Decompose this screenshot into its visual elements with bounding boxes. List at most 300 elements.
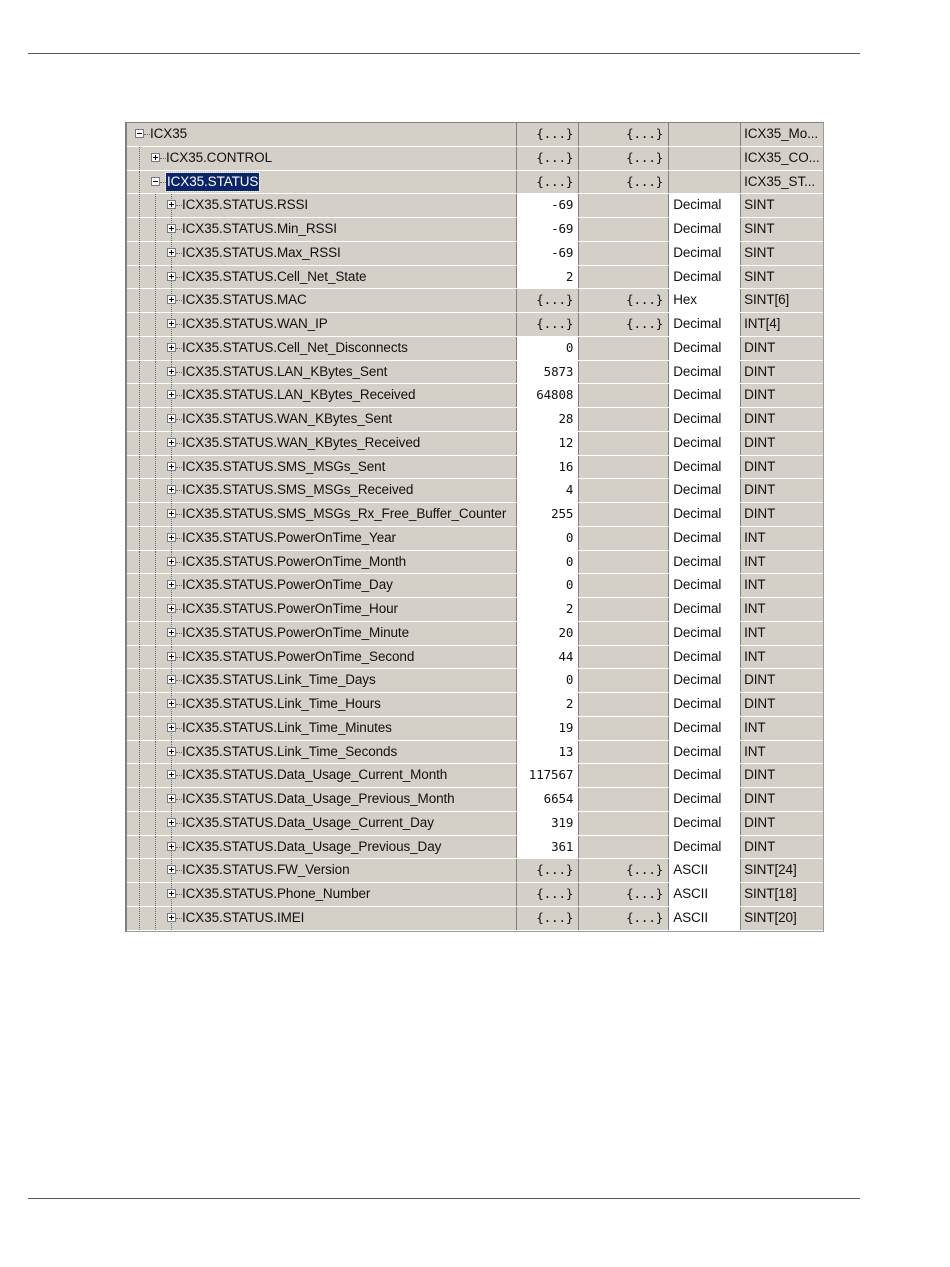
tree-guide-line <box>139 456 140 479</box>
tag-value-cell[interactable]: 64808 <box>517 384 579 407</box>
tag-data-type-cell: DINT <box>741 384 823 407</box>
expand-icon[interactable] <box>167 865 176 874</box>
tag-row[interactable] <box>127 503 823 527</box>
tag-style-cell[interactable]: Hex <box>669 289 741 312</box>
tag-style-cell[interactable]: Decimal <box>669 717 741 740</box>
tag-data-type-cell: INT <box>741 551 823 574</box>
tag-force-mask-cell[interactable] <box>579 717 669 740</box>
tree-guide-line <box>155 836 156 859</box>
tag-name-cell[interactable] <box>127 527 517 550</box>
tag-value-cell[interactable]: 2 <box>517 693 579 716</box>
tag-row[interactable] <box>127 432 823 456</box>
tag-row[interactable] <box>127 361 823 385</box>
tag-name-cell[interactable] <box>127 147 517 170</box>
tag-value-cell[interactable]: {...} <box>517 883 579 906</box>
tag-name-cell[interactable] <box>127 836 517 859</box>
tag-row[interactable] <box>127 408 823 432</box>
tree-guide-line <box>155 741 156 764</box>
tree-guide-line <box>155 337 156 360</box>
tag-name-cell[interactable] <box>127 551 517 574</box>
expand-icon[interactable] <box>167 818 176 827</box>
tag-data-type-cell: DINT <box>741 812 823 835</box>
tag-row[interactable] <box>127 289 823 313</box>
tree-guide-line <box>155 622 156 645</box>
tree-guide-line <box>155 242 156 265</box>
expand-icon[interactable] <box>167 509 176 518</box>
tag-value-cell[interactable]: {...} <box>517 123 579 146</box>
tag-name-cell[interactable] <box>127 242 517 265</box>
tag-name-label: ICX35.STATUS.LAN_KBytes_Sent <box>182 363 388 379</box>
tree-guide-line <box>139 313 140 336</box>
tag-row[interactable] <box>127 456 823 480</box>
tag-name-label: ICX35.STATUS.Cell_Net_Disconnects <box>182 339 408 355</box>
tag-name-cell[interactable] <box>127 289 517 312</box>
tree-guide-line <box>139 551 140 574</box>
tag-style-cell[interactable]: Decimal <box>669 313 741 336</box>
expand-icon[interactable] <box>167 580 176 589</box>
tag-data-type-cell: DINT <box>741 669 823 692</box>
tag-force-mask-cell[interactable] <box>579 456 669 479</box>
tree-guide-line <box>139 693 140 716</box>
tree-guide-line <box>139 337 140 360</box>
tag-style-cell[interactable]: Decimal <box>669 527 741 550</box>
tag-name-cell[interactable] <box>127 622 517 645</box>
tag-row[interactable] <box>127 384 823 408</box>
tag-force-mask-cell[interactable] <box>579 242 669 265</box>
expand-icon[interactable] <box>151 153 160 162</box>
tag-row[interactable] <box>127 147 823 171</box>
tag-value-cell[interactable]: {...} <box>517 907 579 930</box>
tree-guide-line <box>139 527 140 550</box>
tag-data-type-cell: SINT <box>741 218 823 241</box>
tag-force-mask-cell[interactable] <box>579 432 669 455</box>
tag-value-cell[interactable]: 319 <box>517 812 579 835</box>
tag-row[interactable] <box>127 171 823 195</box>
tag-data-type-cell: SINT[20] <box>741 907 823 930</box>
tag-value-cell[interactable]: {...} <box>517 147 579 170</box>
tag-name-label: ICX35.STATUS.LAN_KBytes_Received <box>182 387 416 403</box>
tree-guide-line <box>139 717 140 740</box>
tag-row[interactable] <box>127 907 823 931</box>
tag-value-cell[interactable]: 0 <box>517 669 579 692</box>
tag-name-label: ICX35.STATUS.PowerOnTime_Hour <box>182 601 398 616</box>
tag-row[interactable] <box>127 574 823 598</box>
tree-guide-line <box>155 313 156 336</box>
tag-row[interactable] <box>127 194 823 218</box>
tag-style-cell[interactable]: Decimal <box>669 456 741 479</box>
tree-guide-line <box>155 574 156 597</box>
tag-name-cell[interactable] <box>127 788 517 811</box>
tag-force-mask-cell[interactable] <box>579 788 669 811</box>
tag-name-cell[interactable] <box>127 812 517 835</box>
tag-value-cell[interactable]: 0 <box>517 551 579 574</box>
tag-data-type-cell: ICX35_Mo... <box>741 123 823 146</box>
tree-guide-line <box>139 646 140 669</box>
tree-guide-line <box>139 266 140 289</box>
tag-value-cell[interactable]: 28 <box>517 408 579 431</box>
tag-style-cell[interactable]: ASCII <box>669 883 741 906</box>
tree-guide-line <box>139 859 140 882</box>
tag-data-type-cell: DINT <box>741 479 823 502</box>
tag-style-cell[interactable]: Decimal <box>669 764 741 787</box>
tag-style-cell[interactable]: Decimal <box>669 408 741 431</box>
tag-name-label: ICX35.STATUS.Max_RSSI <box>182 244 341 260</box>
tree-guide-line <box>139 741 140 764</box>
tag-row[interactable] <box>127 741 823 765</box>
tag-value-cell[interactable]: 0 <box>517 574 579 597</box>
tag-name-cell[interactable] <box>127 574 517 597</box>
tag-row[interactable] <box>127 123 823 147</box>
tag-value-cell[interactable]: 5873 <box>517 361 579 384</box>
tag-data-type-cell: INT <box>741 574 823 597</box>
expand-icon[interactable] <box>167 557 176 566</box>
tag-name-label: ICX35.STATUS.SMS_MSGs_Rx_Free_Buffer_Counter <box>182 506 507 521</box>
tag-name-cell[interactable] <box>127 337 517 360</box>
tree-guide-line <box>139 812 140 835</box>
tag-force-mask-cell[interactable] <box>579 551 669 574</box>
tag-row[interactable] <box>127 551 823 575</box>
tag-name-cell[interactable] <box>127 764 517 787</box>
tree-guide-line <box>155 266 156 289</box>
tag-row[interactable] <box>127 337 823 361</box>
tag-force-mask-cell[interactable] <box>579 598 669 621</box>
tag-row[interactable] <box>127 266 823 290</box>
tag-style-cell[interactable]: Decimal <box>669 242 741 265</box>
tag-name-cell[interactable] <box>127 693 517 716</box>
expand-icon[interactable] <box>167 224 176 233</box>
tree-guide-line <box>155 527 156 550</box>
tree-guide-line <box>155 717 156 740</box>
tag-name-cell[interactable] <box>127 194 517 217</box>
expand-icon[interactable] <box>167 747 176 756</box>
tree-guide-line <box>155 384 156 407</box>
tag-value-cell[interactable]: 255 <box>517 503 579 526</box>
tag-name-cell[interactable] <box>127 479 517 502</box>
tag-name-cell[interactable] <box>127 384 517 407</box>
tag-data-type-cell: SINT[6] <box>741 289 823 312</box>
tag-force-mask-cell[interactable]: {...} <box>579 123 669 146</box>
tag-style-cell[interactable]: Decimal <box>669 598 741 621</box>
tag-force-mask-cell[interactable] <box>579 836 669 859</box>
tag-force-mask-cell[interactable]: {...} <box>579 883 669 906</box>
tree-guide-line <box>139 147 140 170</box>
tag-force-mask-cell[interactable] <box>579 194 669 217</box>
tag-name-cell[interactable] <box>127 123 517 146</box>
tag-name-label: ICX35.STATUS.Cell_Net_State <box>182 268 367 284</box>
tag-force-mask-cell[interactable] <box>579 646 669 669</box>
tag-force-mask-cell[interactable] <box>579 218 669 241</box>
tag-name-cell[interactable] <box>127 717 517 740</box>
tag-row[interactable] <box>127 859 823 883</box>
tag-force-mask-cell[interactable] <box>579 266 669 289</box>
tag-value-cell[interactable]: -69 <box>517 242 579 265</box>
tree-guide-line <box>155 598 156 621</box>
tree-guide-line <box>139 669 140 692</box>
tag-force-mask-cell[interactable] <box>579 479 669 502</box>
tag-style-cell[interactable]: Decimal <box>669 646 741 669</box>
expand-icon[interactable] <box>167 533 176 542</box>
tag-value-cell[interactable]: 6654 <box>517 788 579 811</box>
tree-guide-line <box>139 361 140 384</box>
tag-value-cell[interactable]: 12 <box>517 432 579 455</box>
expand-icon[interactable] <box>167 913 176 922</box>
tag-force-mask-cell[interactable] <box>579 741 669 764</box>
tree-guide-line <box>139 574 140 597</box>
tree-guide-line <box>155 289 156 312</box>
tag-data-type-cell: SINT <box>741 266 823 289</box>
tag-name-cell[interactable] <box>127 456 517 479</box>
tree-guide-line <box>155 408 156 431</box>
tag-style-cell[interactable]: Decimal <box>669 194 741 217</box>
tag-style-cell[interactable]: ASCII <box>669 859 741 882</box>
expand-icon[interactable] <box>167 604 176 613</box>
collapse-icon[interactable] <box>151 177 160 186</box>
tag-name-cell[interactable] <box>127 859 517 882</box>
tag-name-label: ICX35.STATUS <box>167 173 259 189</box>
tag-force-mask-cell[interactable] <box>579 812 669 835</box>
tag-force-mask-cell[interactable] <box>579 527 669 550</box>
tree-guide-line <box>139 242 140 265</box>
expand-icon[interactable] <box>167 485 176 494</box>
expand-icon[interactable] <box>167 438 176 447</box>
tree-guide-line <box>155 194 156 217</box>
expand-icon[interactable] <box>167 200 176 209</box>
tag-force-mask-cell[interactable] <box>579 337 669 360</box>
tag-force-mask-cell[interactable] <box>579 361 669 384</box>
tag-style-cell[interactable]: Decimal <box>669 836 741 859</box>
tag-force-mask-cell[interactable] <box>579 574 669 597</box>
tag-style-cell[interactable]: Decimal <box>669 788 741 811</box>
tag-name-label: ICX35.STATUS.FW_Version <box>182 862 350 878</box>
expand-icon[interactable] <box>167 414 176 423</box>
tree-guide-line <box>139 408 140 431</box>
tree-guide-line <box>155 859 156 882</box>
expand-icon[interactable] <box>167 343 176 352</box>
tag-force-mask-cell[interactable]: {...} <box>579 171 669 194</box>
tree-guide-line <box>139 883 140 906</box>
collapse-icon[interactable] <box>135 129 144 138</box>
tag-name-label: ICX35.STATUS.WAN_KBytes_Sent <box>182 411 393 426</box>
expand-icon[interactable] <box>167 295 176 304</box>
tag-value-cell[interactable]: 361 <box>517 836 579 859</box>
tag-row[interactable] <box>127 693 823 717</box>
tag-name-label: ICX35.STATUS.Phone_Number <box>182 886 371 901</box>
tag-data-type-cell: SINT <box>741 242 823 265</box>
tag-name-label: ICX35.STATUS.MAC <box>182 292 307 308</box>
tag-value-cell[interactable]: 13 <box>517 741 579 764</box>
tag-name-cell[interactable] <box>127 598 517 621</box>
tag-value-cell[interactable]: 19 <box>517 717 579 740</box>
tag-value-cell[interactable]: -69 <box>517 194 579 217</box>
tag-value-cell[interactable]: 0 <box>517 527 579 550</box>
expand-icon[interactable] <box>167 842 176 851</box>
tag-value-cell[interactable]: 2 <box>517 598 579 621</box>
tag-name-label: ICX35.STATUS.Min_RSSI <box>182 221 337 236</box>
expand-icon[interactable] <box>167 390 176 399</box>
tag-data-type-cell: ICX35_ST... <box>741 171 823 194</box>
tag-row[interactable] <box>127 622 823 646</box>
tag-style-cell[interactable]: Decimal <box>669 693 741 716</box>
tag-row[interactable] <box>127 646 823 670</box>
tag-value-cell[interactable]: 20 <box>517 622 579 645</box>
tag-data-type-cell: DINT <box>741 836 823 859</box>
tag-value-cell[interactable]: 0 <box>517 337 579 360</box>
tag-force-mask-cell[interactable] <box>579 693 669 716</box>
expand-icon[interactable] <box>167 319 176 328</box>
tag-name-cell[interactable] <box>127 313 517 336</box>
tag-style-cell[interactable]: Decimal <box>669 503 741 526</box>
tag-style-cell[interactable]: Decimal <box>669 361 741 384</box>
tag-style-cell[interactable]: Decimal <box>669 669 741 692</box>
tag-name-cell[interactable] <box>127 361 517 384</box>
tag-force-mask-cell[interactable]: {...} <box>579 907 669 930</box>
tag-row[interactable] <box>127 598 823 622</box>
tag-row[interactable] <box>127 717 823 741</box>
expand-icon[interactable] <box>167 462 176 471</box>
expand-icon[interactable] <box>167 794 176 803</box>
header-rule <box>28 53 860 54</box>
expand-icon[interactable] <box>167 628 176 637</box>
tag-value-cell[interactable]: {...} <box>517 859 579 882</box>
expand-icon[interactable] <box>167 272 176 281</box>
tag-value-cell[interactable]: 2 <box>517 266 579 289</box>
tree-guide-line <box>155 361 156 384</box>
tag-style-cell[interactable]: Decimal <box>669 479 741 502</box>
tag-force-mask-cell[interactable] <box>579 622 669 645</box>
tree-guide-line <box>139 503 140 526</box>
tag-force-mask-cell[interactable]: {...} <box>579 859 669 882</box>
tag-name-label: ICX35.STATUS.WAN_KBytes_Received <box>182 434 421 450</box>
tag-style-cell[interactable]: Decimal <box>669 432 741 455</box>
tag-data-type-cell: INT <box>741 741 823 764</box>
tree-guide-line <box>139 479 140 502</box>
tag-style-cell[interactable]: Decimal <box>669 384 741 407</box>
tree-guide-line <box>139 384 140 407</box>
tag-name-label: ICX35.STATUS.SMS_MSGs_Sent <box>182 458 386 474</box>
tag-value-cell[interactable]: {...} <box>517 289 579 312</box>
tag-style-cell[interactable]: Decimal <box>669 337 741 360</box>
tag-force-mask-cell[interactable]: {...} <box>579 313 669 336</box>
tree-guide-line <box>139 194 140 217</box>
tree-guide-line <box>155 669 156 692</box>
tag-style-cell[interactable]: Decimal <box>669 622 741 645</box>
tag-force-mask-cell[interactable]: {...} <box>579 147 669 170</box>
tag-data-type-cell: INT <box>741 646 823 669</box>
tag-style-cell[interactable]: Decimal <box>669 741 741 764</box>
expand-icon[interactable] <box>167 248 176 257</box>
tag-row[interactable] <box>127 218 823 242</box>
tag-name-cell[interactable] <box>127 907 517 930</box>
tag-name-label: ICX35.STATUS.Data_Usage_Previous_Month <box>182 791 455 806</box>
tag-name-cell[interactable] <box>127 646 517 669</box>
tag-row[interactable] <box>127 883 823 907</box>
tag-force-mask-cell[interactable] <box>579 669 669 692</box>
tree-guide-line <box>155 551 156 574</box>
tag-row[interactable] <box>127 836 823 860</box>
expand-icon[interactable] <box>167 675 176 684</box>
tag-data-type-cell: INT <box>741 598 823 621</box>
tree-guide-line <box>139 432 140 455</box>
tag-force-mask-cell[interactable] <box>579 764 669 787</box>
tag-force-mask-cell[interactable]: {...} <box>579 289 669 312</box>
expand-icon[interactable] <box>167 723 176 732</box>
tag-name-label: ICX35.CONTROL <box>166 149 272 165</box>
tag-style-cell[interactable]: Decimal <box>669 812 741 835</box>
tag-style-cell[interactable] <box>669 123 741 146</box>
tag-row[interactable] <box>127 669 823 693</box>
expand-icon[interactable] <box>167 770 176 779</box>
tag-name-label: ICX35.STATUS.Data_Usage_Previous_Day <box>182 838 442 854</box>
tag-value-cell[interactable]: {...} <box>517 171 579 194</box>
tag-name-cell[interactable] <box>127 883 517 906</box>
tag-data-type-cell: SINT[18] <box>741 883 823 906</box>
footer-rule <box>28 1198 860 1199</box>
tree-guide-line <box>155 503 156 526</box>
tag-name-cell[interactable] <box>127 218 517 241</box>
tag-row[interactable] <box>127 313 823 337</box>
tag-value-cell[interactable]: 4 <box>517 479 579 502</box>
tag-row[interactable] <box>127 764 823 788</box>
tree-guide-line <box>139 788 140 811</box>
tag-style-cell[interactable]: Decimal <box>669 218 741 241</box>
tag-name-label: ICX35.STATUS.PowerOnTime_Month <box>182 553 407 569</box>
expand-icon[interactable] <box>167 699 176 708</box>
tree-guide-line <box>139 598 140 621</box>
tag-row[interactable] <box>127 812 823 836</box>
tag-data-type-cell: SINT[24] <box>741 859 823 882</box>
tag-name-cell[interactable] <box>127 171 517 194</box>
tag-name-cell[interactable] <box>127 741 517 764</box>
tag-name-cell[interactable] <box>127 669 517 692</box>
tag-value-cell[interactable]: 44 <box>517 646 579 669</box>
tag-force-mask-cell[interactable] <box>579 408 669 431</box>
tag-data-type-cell: DINT <box>741 408 823 431</box>
tag-row[interactable] <box>127 479 823 503</box>
tree-guide-line <box>139 171 140 194</box>
tag-force-mask-cell[interactable] <box>579 503 669 526</box>
tag-data-type-cell: ICX35_CO... <box>741 147 823 170</box>
tag-value-cell[interactable]: 117567 <box>517 764 579 787</box>
tag-style-cell[interactable] <box>669 147 741 170</box>
tag-data-type-cell: DINT <box>741 337 823 360</box>
tree-guide-line <box>155 432 156 455</box>
tag-force-mask-cell[interactable] <box>579 384 669 407</box>
expand-icon[interactable] <box>167 652 176 661</box>
tag-name-cell[interactable] <box>127 432 517 455</box>
tag-data-type-cell: INT <box>741 717 823 740</box>
tag-value-cell[interactable]: 16 <box>517 456 579 479</box>
tag-row[interactable] <box>127 527 823 551</box>
tag-row[interactable] <box>127 242 823 266</box>
tag-style-cell[interactable]: Decimal <box>669 574 741 597</box>
expand-icon[interactable] <box>167 367 176 376</box>
tag-name-label: ICX35.STATUS.PowerOnTime_Second <box>182 648 415 664</box>
tag-name-cell[interactable] <box>127 408 517 431</box>
tag-value-cell[interactable]: {...} <box>517 313 579 336</box>
tag-row[interactable] <box>127 788 823 812</box>
tree-guide-line <box>155 907 156 930</box>
tag-style-cell[interactable]: Decimal <box>669 266 741 289</box>
tag-style-cell[interactable] <box>669 171 741 194</box>
tag-name-cell[interactable] <box>127 503 517 526</box>
tree-guide-line <box>155 646 156 669</box>
tag-name-cell[interactable] <box>127 266 517 289</box>
tag-value-cell[interactable]: -69 <box>517 218 579 241</box>
tag-style-cell[interactable]: Decimal <box>669 551 741 574</box>
expand-icon[interactable] <box>167 889 176 898</box>
tag-name-label: ICX35.STATUS.PowerOnTime_Day <box>182 577 393 593</box>
tag-style-cell[interactable]: ASCII <box>669 907 741 930</box>
